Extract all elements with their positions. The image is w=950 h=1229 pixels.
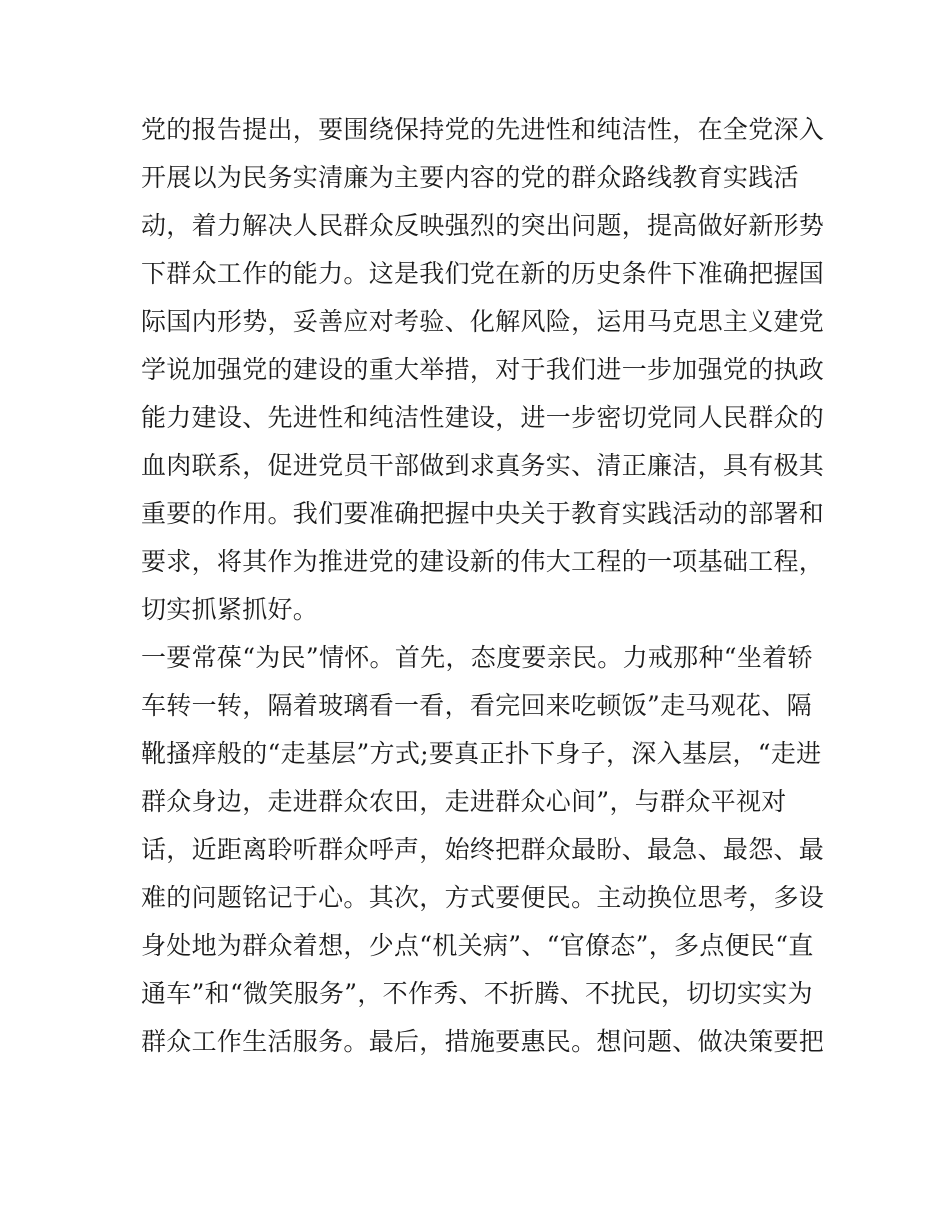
text-line: 车转一转，隔着玻璃看一看，看完回来吃顿饭”走马观花、隔 <box>141 691 812 720</box>
text-line: 血肉联系，促进党员干部做到求真务实、清正廉洁，具有极其 <box>141 451 825 480</box>
text-line: 下群众工作的能力。这是我们党在新的历史条件下准确把握国 <box>141 259 825 288</box>
paragraph-1 <box>141 106 831 634</box>
text-line: 群众工作生活服务。最后，措施要惠民。想问题、做决策要把 <box>141 1027 825 1056</box>
text-line: 际国内形势，妥善应对考验、化解风险，运用马克思主义建党 <box>141 307 825 336</box>
text-line: 群众身边，走进群众农田，走进群众心间”，与群众平视对 <box>141 787 787 816</box>
text-line: 学说加强党的建设的重大举措，对于我们进一步加强党的执政 <box>141 355 825 384</box>
text-line: 通车”和“微笑服务”，不作秀、不折腾、不扰民，切切实实为 <box>141 979 813 1008</box>
text-line: 切实抓紧抓好。 <box>141 595 319 624</box>
text-line: 身处地为群众着想，少点“机关病”、“官僚态”，多点便民“直 <box>141 931 814 960</box>
text-line: 话，近距离聆听群众呼声，始终把群众最盼、最急、最怨、最 <box>141 835 825 864</box>
text-line: 党的报告提出，要围绕保持党的先进性和纯洁性，在全党深入 <box>141 115 825 144</box>
text-line: 一要常葆“为民”情怀。首先，态度要亲民。力戒那种“坐着轿 <box>141 643 813 672</box>
text-line: 能力建设、先进性和纯洁性建设，进一步密切党同人民群众的 <box>141 403 825 432</box>
text-line: 动，着力解决人民群众反映强烈的突出问题，提高做好新形势 <box>141 211 825 240</box>
text-line: 靴搔痒般的“走基层”方式;要真正扑下身子，深入基层，“走进 <box>141 739 822 768</box>
document-body <box>141 106 831 1066</box>
text-line: 重要的作用。我们要准确把握中央关于教育实践活动的部署和 <box>141 499 825 528</box>
text-line: 难的问题铭记于心。其次，方式要便民。主动换位思考，多设 <box>141 883 825 912</box>
text-line: 要求，将其作为推进党的建设新的伟大工程的一项基础工程， <box>141 547 825 576</box>
paragraph-2 <box>141 634 831 1066</box>
text-line: 开展以为民务实清廉为主要内容的党的群众路线教育实践活 <box>141 163 799 192</box>
